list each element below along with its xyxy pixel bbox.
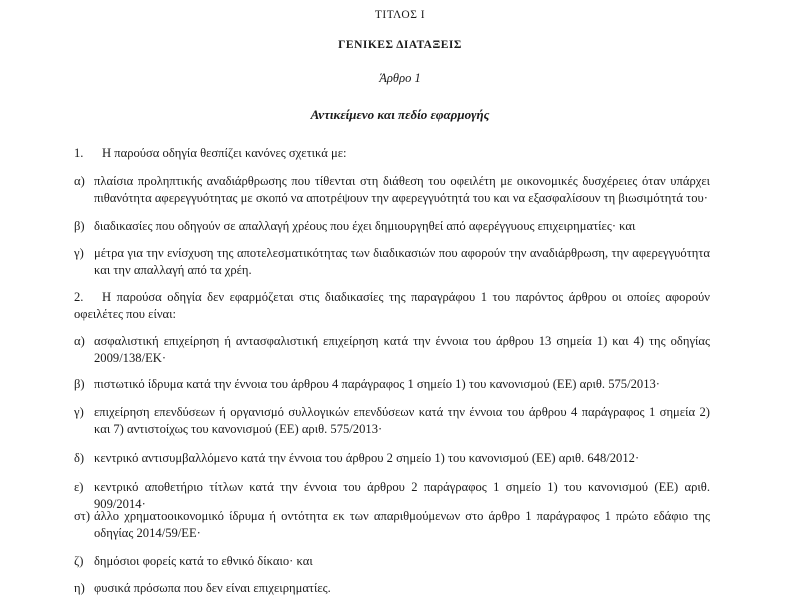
item-text: επιχείρηση επενδύσεων ή οργανισμό συλλογικών επενδύσεων κατά την έννοια του άρθρου 4 παράγραφος 1 σημεία 2) και 7) αντιστοίχως του κανονισμού (ΕΕ) αριθ. 575/2013· bbox=[94, 405, 710, 436]
list-item bbox=[74, 508, 710, 542]
item-text: άλλο χρηματοοικονομικό ίδρυμα ή οντότητα εκ των απαριθμούμενων στο άρθρο 1 παράγραφος 1 πρώτο εδάφιο της οδηγίας 2014/59/ΕΕ· bbox=[94, 509, 710, 540]
item-text: μέτρα για την ενίσχυση της αποτελεσματικότητας των διαδικασιών που αφορούν την αναδιάρθρωση, την αφερεγγυότητα και την απαλλαγή από τα χρέη. bbox=[94, 246, 710, 277]
item-label: η) bbox=[74, 581, 85, 595]
item-label: στ) bbox=[74, 509, 91, 523]
paragraph-number: 2. bbox=[74, 290, 84, 304]
paragraph-text: Η παρούσα οδηγία δεν εφαρμόζεται στις διαδικασίες της παραγράφου 1 του παρόντος άρθρου οι οποίες αφορούν οφειλέτες που είναι: bbox=[74, 290, 710, 321]
paragraph-2 bbox=[74, 289, 710, 323]
list-item bbox=[74, 553, 710, 570]
paragraph-number: 1. bbox=[74, 146, 84, 160]
item-text: πιστωτικό ίδρυμα κατά την έννοια του άρθρου 4 παράγραφος 1 σημείο 1) του κανονισμού (ΕΕ) αριθ. 575/2013· bbox=[94, 377, 660, 391]
item-label: α) bbox=[74, 174, 85, 188]
item-label: ε) bbox=[74, 480, 84, 494]
list-item bbox=[74, 376, 710, 393]
item-text: πλαίσια προληπτικής αναδιάρθρωσης που τίθενται στη διάθεση του οφειλέτη με οικονομικές δυσχέρειες όταν υπάρχει πιθανότητα αφερεγγυότητας με σκοπό να αποτρέψουν την αφερεγγυότητά του και να εξασφαλίσουν τη βιωσιμότητά του· bbox=[94, 174, 710, 205]
item-text: δημόσιοι φορείς κατά το εθνικό δίκαιο· και bbox=[94, 554, 313, 568]
list-item bbox=[74, 245, 710, 279]
item-label: β) bbox=[74, 377, 85, 391]
list-item bbox=[74, 450, 710, 467]
list-item bbox=[74, 173, 710, 207]
item-text: φυσικά πρόσωπα που δεν είναι επιχειρηματίες. bbox=[94, 581, 331, 595]
article-title: Αντικείμενο και πεδίο εφαρμογής bbox=[310, 107, 490, 122]
item-text: κεντρικό αντισυμβαλλόμενο κατά την έννοια του άρθρου 2 σημείο 1) του κανονισμού (ΕΕ) αριθ. 648/2012· bbox=[94, 451, 640, 465]
part-title: ΓΕΝΙΚΕΣ ΔΙΑΤΑΞΕΙΣ bbox=[338, 39, 462, 51]
item-label: α) bbox=[74, 334, 85, 348]
list-item bbox=[74, 333, 710, 367]
article-number: Άρθρο 1 bbox=[379, 71, 421, 85]
item-label: δ) bbox=[74, 451, 85, 465]
list-item bbox=[74, 218, 710, 235]
item-label: ζ) bbox=[74, 554, 84, 568]
item-label: γ) bbox=[74, 405, 84, 419]
paragraph-text: Η παρούσα οδηγία θεσπίζει κανόνες σχετικά με: bbox=[102, 146, 347, 160]
item-label: β) bbox=[74, 219, 85, 233]
list-item bbox=[74, 404, 710, 438]
item-label: γ) bbox=[74, 246, 84, 260]
item-text: ασφαλιστική επιχείρηση ή αντασφαλιστική επιχείρηση κατά την έννοια του άρθρου 13 σημεία 1) και 4) της οδηγίας 2009/138/ΕΚ· bbox=[94, 334, 710, 365]
item-text: κεντρικό αποθετήριο τίτλων κατά την έννοια του άρθρου 2 παράγραφος 1 σημείο 1) του κανονισμού (ΕΕ) αριθ. 909/2014· bbox=[94, 480, 710, 511]
list-item bbox=[74, 580, 710, 597]
part-heading: ΤΙΤΛΟΣ I bbox=[374, 9, 426, 21]
paragraph-1 bbox=[74, 145, 710, 162]
item-text: διαδικασίες που οδηγούν σε απαλλαγή χρέους που έχει δημιουργηθεί από αφερέγγυους επιχειρηματίες· και bbox=[94, 219, 636, 233]
